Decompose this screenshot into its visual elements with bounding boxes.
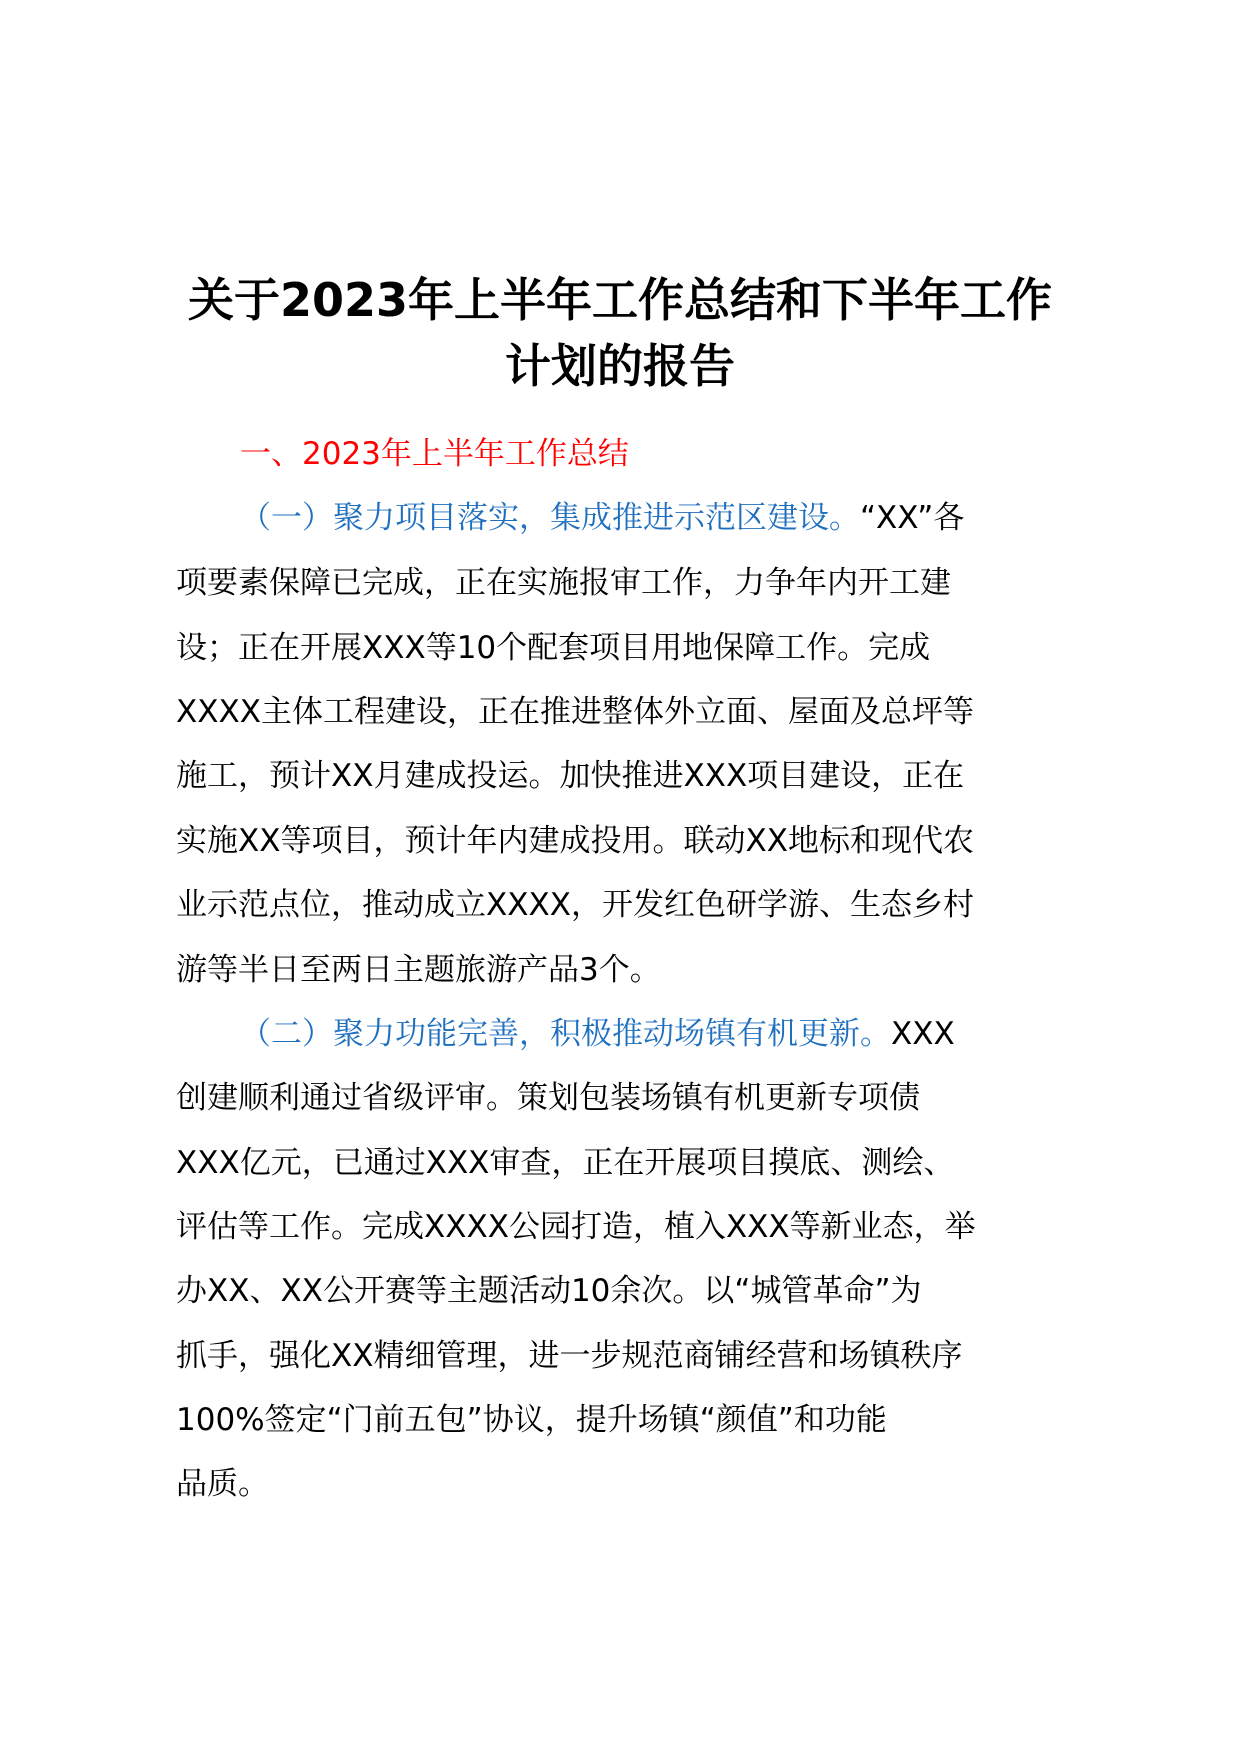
- paragraph-1-line-1: [240, 498, 964, 538]
- paragraph-1-line-7: 业示范点位，推动成立XXXX，开发红色研学游、生态乡村: [176, 887, 974, 923]
- paragraph-2-line-1: [240, 1014, 955, 1054]
- paragraph-2-line-6: 抓手，强化XX精细管理，进一步规范商铺经营和场镇秩序: [176, 1338, 963, 1374]
- paragraph-1-line-5: 施工，预计XX月建成投运。加快推进XXX项目建设，正在: [176, 758, 965, 794]
- subsection-heading-2: （二）聚力功能完善，积极推动场镇有机更新。: [240, 1016, 891, 1052]
- paragraph-1-line-2: 项要素保障已完成，正在实施报审工作，力争年内开工建: [176, 565, 951, 601]
- report-title-line-2: 计划的报告: [505, 339, 735, 393]
- paragraph-1-text: “XX”各: [860, 500, 965, 536]
- paragraph-1-line-3: 设；正在开展XXX等10个配套项目用地保障工作。完成: [176, 630, 931, 666]
- subsection-heading-1: （一）聚力项目落实，集成推进示范区建设。: [240, 500, 860, 536]
- paragraph-2-line-8: 品质。: [176, 1466, 269, 1502]
- report-title-line-1: 关于2023年上半年工作总结和下半年工作: [187, 273, 1053, 327]
- paragraph-2-text: XXX: [891, 1016, 955, 1052]
- paragraph-2-line-2: 创建顺利通过省级评审。策划包装场镇有机更新专项债: [176, 1080, 920, 1116]
- paragraph-1-line-4: XXXX主体工程建设，正在推进整体外立面、屋面及总坪等: [176, 694, 974, 730]
- section-heading-1: 一、2023年上半年工作总结: [240, 436, 629, 472]
- paragraph-1-line-8: 游等半日至两日主题旅游产品3个。: [176, 952, 661, 988]
- paragraph-2-line-4: 评估等工作。完成XXXX公园打造，植入XXX等新业态，举: [176, 1209, 976, 1245]
- paragraph-2-line-3: XXX亿元，已通过XXX审查，正在开展项目摸底、测绘、: [176, 1145, 955, 1181]
- paragraph-2-line-5: 办XX、XX公开赛等主题活动10余次。以“城管革命”为: [176, 1273, 922, 1309]
- paragraph-2-line-7: 100%签定“门前五包”协议，提升场镇“颜值”和功能: [176, 1402, 887, 1438]
- paragraph-1-line-6: 实施XX等项目，预计年内建成投用。联动XX地标和现代农: [176, 823, 974, 859]
